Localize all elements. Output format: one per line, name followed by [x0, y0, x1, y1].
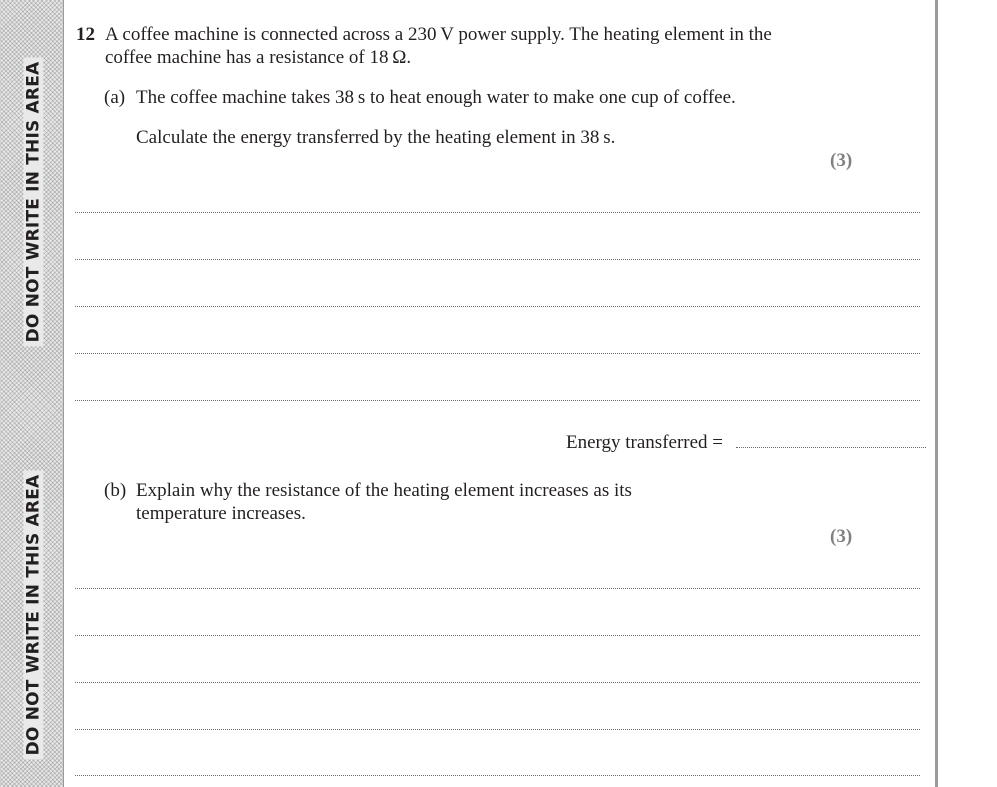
- page-border-left: [63, 0, 64, 787]
- part-b-label: (b): [104, 480, 127, 501]
- question-number: 12: [76, 24, 95, 45]
- part-b-text-line1: Explain why the resistance of the heating element increases as its: [136, 480, 632, 501]
- part-b-text-line2: temperature increases.: [136, 503, 306, 524]
- part-b-answer-line-2[interactable]: [75, 635, 920, 636]
- part-a-answer-line-5[interactable]: [75, 400, 920, 401]
- part-a-marks: (3): [830, 150, 853, 171]
- part-a-answer-line-3[interactable]: [75, 306, 920, 307]
- part-a-answer-line-4[interactable]: [75, 353, 920, 354]
- margin-label-top: DO NOT WRITE IN THIS AREA: [8, 52, 58, 352]
- part-a-instruction: Calculate the energy transferred by the heating element in 38 s.: [136, 127, 616, 148]
- part-b-marks: (3): [830, 526, 853, 547]
- energy-transferred-label: Energy transferred =: [566, 432, 724, 453]
- part-b-answer-line-5[interactable]: [75, 775, 920, 776]
- margin-label-bottom: DO NOT WRITE IN THIS AREA: [8, 465, 58, 765]
- part-a-label: (a): [104, 87, 126, 108]
- part-b-answer-line-4[interactable]: [75, 729, 920, 730]
- question-stem-line2: coffee machine has a resistance of 18 Ω.: [105, 47, 412, 68]
- part-b-answer-line-1[interactable]: [75, 588, 920, 589]
- do-not-write-margin: [0, 0, 63, 787]
- part-a-answer-line-2[interactable]: [75, 259, 920, 260]
- energy-transferred-answer-line[interactable]: [736, 447, 926, 448]
- page-border-right: [935, 0, 938, 787]
- question-stem-line1: A coffee machine is connected across a 230 V power supply. The heating element in the: [105, 24, 772, 45]
- part-a-text: The coffee machine takes 38 s to heat enough water to make one cup of coffee.: [136, 87, 736, 108]
- part-b-answer-line-3[interactable]: [75, 682, 920, 683]
- part-a-answer-line-1[interactable]: [75, 212, 920, 213]
